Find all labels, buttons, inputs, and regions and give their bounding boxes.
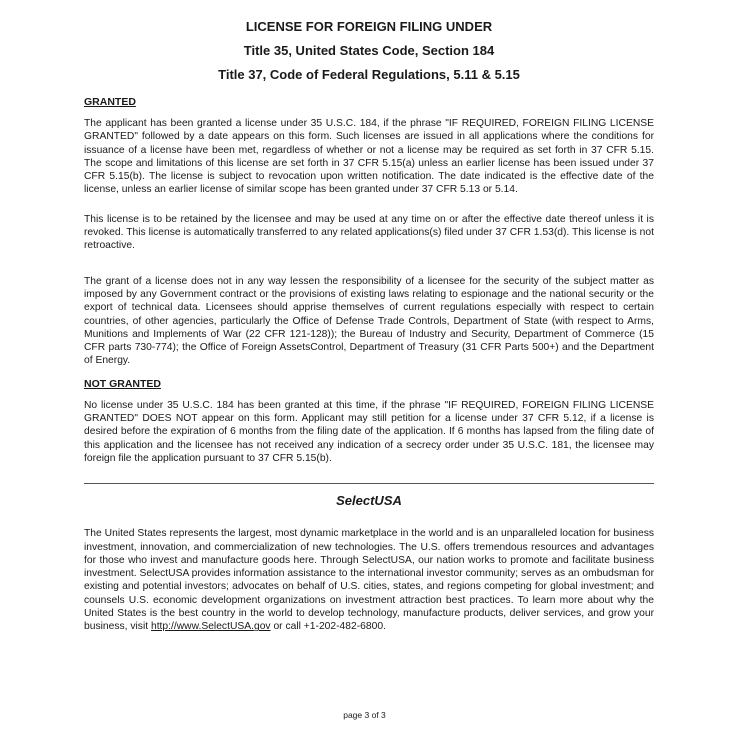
page-subtitle-cfr: Title 37, Code of Federal Regulations, 5.11 & 5.15 <box>218 67 520 82</box>
selectusa-paragraph <box>84 527 654 633</box>
document-page <box>84 18 654 634</box>
granted-heading: GRANTED <box>84 96 136 108</box>
page-subtitle-usc: Title 35, United States Code, Section 184 <box>243 43 495 58</box>
granted-paragraph-1: The applicant has been granted a license under 35 U.S.C. 184, if the phrase "IF REQUIRED, FOREIGN FILING LICENSE GRANTED" followed by a date appears on this form. Such licenses are issued in all applications where the conditions for issuance of a license have been met, regardless of whether or not a license may be required as set forth in 37 CFR 5.15. The scope and limitations of this license are set forth in 37 CFR 5.15(a) unless an earlier license has been issued under 37 CFR 5.15(b). The license is subject to revocation upon written notification. The date indicated is the effective date of the license, unless an earlier license of similar scope has been granted under 37 CFR 5.13 or 5.14. <box>84 118 654 196</box>
not-granted-heading: NOT GRANTED <box>84 377 161 390</box>
selectusa-text-end: or call +1-202-482-6800. <box>270 621 386 633</box>
selectusa-link[interactable]: http://www.SelectUSA.gov <box>150 621 271 633</box>
not-granted-paragraph: No license under 35 U.S.C. 184 has been granted at this time, if the phrase "IF REQUIRED, FOREIGN FILING LICENSE GRANTED" DOES NOT appear on this form. Applicant may still petition for a license under 37 CFR 5.12, if a license is desired before the expiration of 6 months from the filing date of the application. If 6 months has lapsed from the filing date of this application and the licensee has not received any indication of a secrecy order under 35 U.S.C. 181, the licensee may foreign file the application pursuant to 37 CFR 5.15(b). <box>84 399 654 464</box>
section-divider <box>84 483 654 484</box>
selectusa-title: SelectUSA <box>336 493 402 509</box>
granted-paragraph-2: This license is to be retained by the licensee and may be used at any time on or after the effective date thereof unless it is revoked. This license is automatically transferred to any related applications(s) filed under 37 CFR 1.53(d). This license is not retroactive. <box>84 213 654 252</box>
page-title: LICENSE FOR FOREIGN FILING UNDER <box>245 19 493 34</box>
page-number: page 3 of 3 <box>343 710 386 720</box>
granted-paragraph-3: The grant of a license does not in any way lessen the responsibility of a licensee for the security of the subject matter as imposed by any Government contract or the provisions of existing laws relating to espionage and the national security or the export of technical data. Licensees should apprise themselves of current regulations especially with respect to certain countries, of other agencies, particularly the Office of Defense Trade Controls, Department of State (with respect to Arms, Munitions and Implements of War (22 CFR 121-128)); the Bureau of Industry and Security, Department of Commerce (15 CFR parts 730-774); the Office of Foreign AssetsControl, Department of Treasury (31 CFR Parts 500+) and the Department of Energy. <box>84 275 654 367</box>
selectusa-text: The United States represents the largest, most dynamic marketplace in the world and is an unparalleled location for business investment, innovation, and commercialization of new technologies. The U.S. offers tremendous resources and advantages for those who invest and manufacture goods here. Through SelectUSA, our nation works to promote and facilitate business investment. SelectUSA provides information assistance to the international investor community; serves as an ombudsman for existing and potential investors; advocates on behalf of U.S. cities, states, and regions competing for global investment; and counsels U.S. economic development organizations on investment attraction best practices. To learn more about why the United States is the best country in the world to develop technology, manufacture products, deliver services, and grow your business, visit <box>84 528 654 633</box>
